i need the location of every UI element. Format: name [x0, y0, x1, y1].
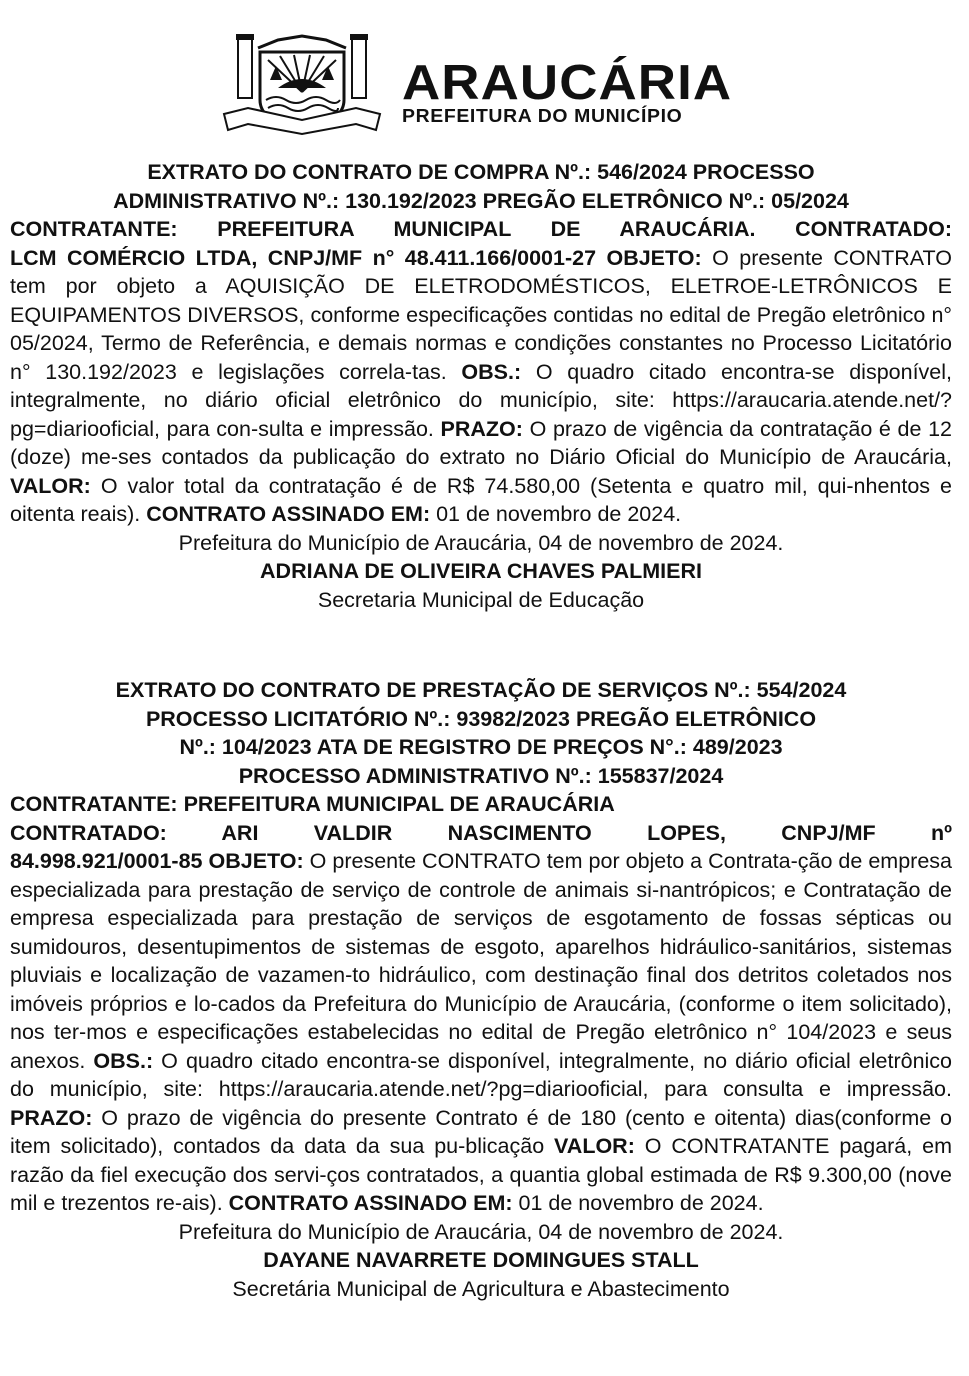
assinado-text: 01 de novembro de 2024.	[430, 502, 682, 526]
valor-label: VALOR:	[10, 473, 91, 498]
page-header	[0, 30, 969, 140]
obs-label: OBS.:	[93, 1048, 154, 1073]
signer-name: ADRIANA DE OLIVEIRA CHAVES PALMIERI	[260, 559, 702, 583]
extract-title-line: EXTRATO DO CONTRATO DE COMPRA Nº.: 546/2024 PROCESSO	[147, 160, 815, 184]
signer-role: Secretária Municipal de Agricultura e Abastecimento	[232, 1276, 730, 1301]
valor-text: O CONTRATANTE pagará, em razão da fiel execução dos servi-ços contratados, a quantia global estimada de R$ 9.300,00 (nove mil e trezentos re-ais).	[10, 1134, 952, 1215]
obs-text: O quadro citado encontra-se disponível, integralmente, no diário oficial eletrônico do município, site: https://araucaria.atende.net/?pg=diariooficial, para con-sulta e impressão.	[10, 359, 953, 441]
contratante-line: CONTRATANTE: PREFEITURA MUNICIPAL DE ARAUCÁRIA	[10, 792, 615, 816]
extract-title-line: ADMINISTRATIVO Nº.: 130.192/2023 PREGÃO ELETRÔNICO Nº.: 05/2024	[113, 188, 849, 213]
place-date: Prefeitura do Município de Araucária, 04 de novembro de 2024.	[178, 530, 784, 555]
extract-title-line: EXTRATO DO CONTRATO DE PRESTAÇÃO DE SERVIÇOS Nº.: 554/2024	[115, 678, 847, 702]
signer-name: DAYANE NAVARRETE DOMINGUES STALL	[263, 1248, 699, 1272]
obs-label: OBS.:	[461, 359, 522, 384]
assinado-label: CONTRATO ASSINADO EM:	[228, 1191, 513, 1215]
objeto-text: O presente CONTRATO tem por objeto a AQUISIÇÃO DE ELETRODOMÉSTICOS, ELETROE-LETRÔNICOS E EQUIPAMENTOS DIVERSOS, conforme especificações contidas no edital de Pregão eletrônico n° 05/2024, Termo de Referência, e demais normas e condições constantes no Processo Licitatório n° 130.192/2023 e legislações correla-tas.	[10, 245, 952, 384]
contract-parties: CONTRATANTE: PREFEITURA MUNICIPAL DE ARAUCÁRIA. CONTRATADO:	[10, 217, 952, 241]
valor-label: VALOR:	[554, 1134, 635, 1158]
extract-title-line: Nº.: 104/2023 ATA DE REGISTRO DE PREÇOS N°.: 489/2023	[179, 735, 783, 759]
assinado-label: CONTRATO ASSINADO EM:	[146, 502, 431, 526]
contratado-line: CONTRATADO: ARI VALDIR NASCIMENTO LOPES, CNPJ/MF nº	[10, 820, 952, 845]
prazo-text: O prazo de vigência da contratação é de 12 (doze) me-ses contados da publicação do extrato no Diário Oficial do Município de Araucária,	[10, 416, 952, 469]
place-date: Prefeitura do Município de Araucária, 04 de novembro de 2024.	[178, 1219, 784, 1244]
cnpj-label: 84.998.921/0001-85 OBJETO:	[10, 849, 304, 873]
prazo-text: O prazo de vigência do presente Contrato é de 180 (cento e oitenta) dias(conforme o item solicitado), contados da data da sua pu-blicação	[10, 1105, 952, 1158]
obs-text: O quadro citado encontra-se disponível, integralmente, no diário oficial eletrônico do município, site: https://araucaria.atende.net/?pg=diariooficial, para consulta e impressão.	[10, 1048, 953, 1101]
contratado-label: LCM COMÉRCIO LTDA, CNPJ/MF n° 48.411.166/0001-27 OBJETO:	[10, 245, 702, 270]
valor-text: O valor total da contratação é de R$ 74.580,00 (Setenta e quatro mil, qui-nhentos e oitenta reais).	[10, 473, 952, 526]
brand-subtitle: PREFEITURA DO MUNICÍPIO	[402, 105, 683, 126]
contract-extract-2	[10, 676, 952, 1303]
signer-role: Secretaria Municipal de Educação	[317, 587, 645, 612]
brand-block	[402, 56, 733, 126]
contract-body	[10, 244, 952, 529]
objeto-text: O presente CONTRATO tem por objeto a Contrata-ção de empresa especializada para prestação de serviço de controle de animais si-nantrópicos; e Contratação de empresa especializada para prestação de serviços de esgotamento de fossas sépticas ou sumidouros, desentupimentos de sistemas de esgoto, aparelhos hidráulico-sanitários, sistemas pluviais e localização de vazamen-to hidráulico, com destinação final dos detritos coletados nos imóveis próprios e lo-cados da Prefeitura do Município de Araucária, (conforme o item solicitado), nos ter-mos e especificações estabelecidas no edital de Pregão eletrônico n° 104/2023 e seus anexos.	[10, 849, 952, 1073]
contract-body	[10, 847, 952, 1218]
municipal-coat-of-arms-icon	[218, 30, 386, 136]
contract-extract-1	[10, 158, 952, 614]
extract-title-line: PROCESSO ADMINISTRATIVO Nº.: 155837/2024	[238, 763, 724, 788]
assinado-text: 01 de novembro de 2024.	[512, 1191, 764, 1215]
prazo-label: PRAZO:	[440, 416, 523, 441]
extract-title-line: PROCESSO LICITATÓRIO Nº.: 93982/2023 PREGÃO ELETRÔNICO	[145, 706, 817, 731]
prazo-label: PRAZO:	[10, 1105, 93, 1130]
brand-name: ARAUCÁRIA	[402, 56, 733, 110]
